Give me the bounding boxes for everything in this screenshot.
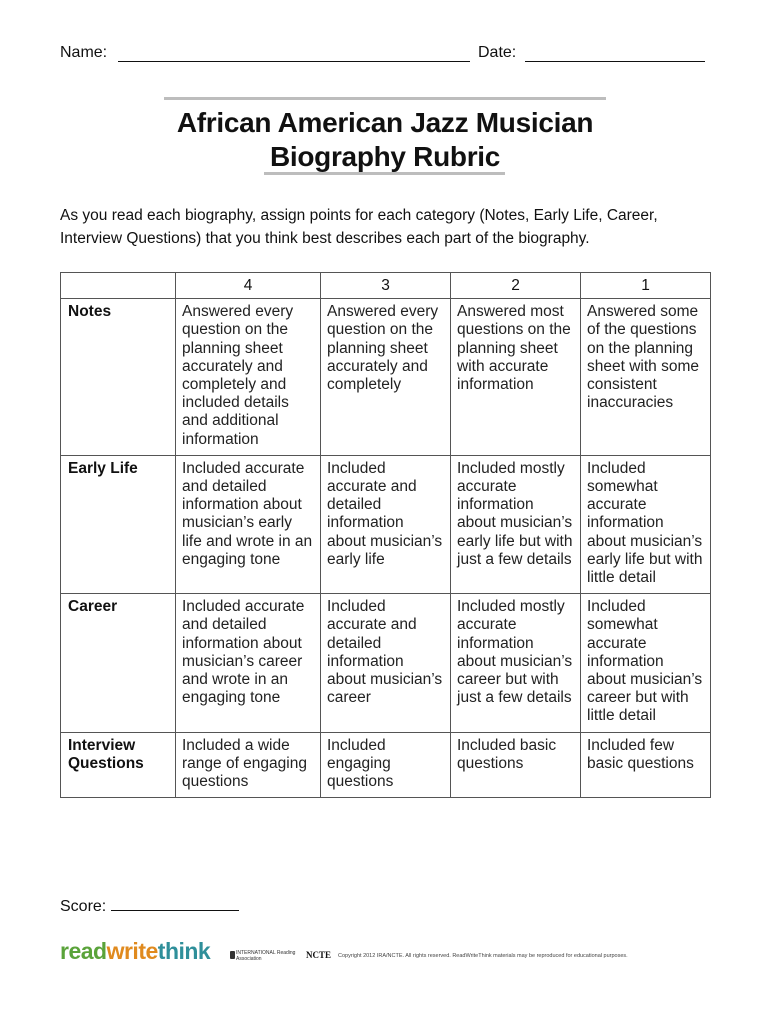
footer <box>60 938 710 968</box>
criteria-cell: Answered most questions on the planning sheet with accurate information <box>451 299 581 456</box>
table-row <box>61 455 711 593</box>
title-bottom-rule <box>264 172 505 175</box>
criteria-cell: Included accurate and detailed information about musician’s career <box>321 594 451 732</box>
criteria-cell: Included somewhat accurate information about musician’s early life but with little detail <box>581 455 711 593</box>
category-career: Career <box>61 594 176 732</box>
criteria-cell: Answered every question on the planning sheet accurately and completely and included details and additional information <box>176 299 321 456</box>
criteria-cell: Included accurate and detailed information about musician’s early life and wrote in an engaging tone <box>176 455 321 593</box>
score-header-1: 1 <box>581 273 711 299</box>
criteria-cell: Included accurate and detailed information about musician’s early life <box>321 455 451 593</box>
logo-write: write <box>106 938 158 964</box>
category-interview-questions: Interview Questions <box>61 732 176 798</box>
page-title <box>60 106 710 174</box>
criteria-cell: Included basic questions <box>451 732 581 798</box>
ira-logo-icon <box>230 951 235 959</box>
date-field-line <box>525 61 705 62</box>
title-line-1: African American Jazz Musician <box>176 107 594 138</box>
logo-think: think <box>157 938 211 964</box>
logo-read: read <box>60 938 107 964</box>
score-header-2: 2 <box>451 273 581 299</box>
title-top-rule <box>164 97 606 100</box>
score-header-3: 3 <box>321 273 451 299</box>
name-field-line <box>118 61 470 62</box>
score-header-4: 4 <box>176 273 321 299</box>
score-line <box>60 896 239 916</box>
copyright-text: Copyright 2012 IRA/NCTE. All rights reserved. ReadWriteThink materials may be reproduced for educational purposes. <box>338 953 628 959</box>
table-row <box>61 594 711 732</box>
criteria-cell: Included few basic questions <box>581 732 711 798</box>
category-notes: Notes <box>61 299 176 456</box>
category-early-life: Early Life <box>61 455 176 593</box>
table-row <box>61 299 711 456</box>
criteria-cell: Answered some of the questions on the planning sheet with some consistent inaccuracies <box>581 299 711 456</box>
ira-logo-text: INTERNATIONAL Reading Association <box>236 950 296 962</box>
date-label: Date: <box>478 44 517 61</box>
corner-cell <box>61 273 176 299</box>
criteria-cell: Included mostly accurate information about musician’s career but with just a few details <box>451 594 581 732</box>
rubric-table <box>60 272 711 798</box>
score-header-row <box>61 273 711 299</box>
name-label: Name: <box>60 44 108 61</box>
criteria-cell: Included mostly accurate information about musician’s early life but with just a few details <box>451 455 581 593</box>
score-field-line <box>111 896 239 911</box>
readwritethink-logo <box>60 938 210 965</box>
title-line-2: Biography Rubric <box>269 141 501 172</box>
criteria-cell: Answered every question on the planning sheet accurately and completely <box>321 299 451 456</box>
criteria-cell: Included a wide range of engaging questions <box>176 732 321 798</box>
criteria-cell: Included engaging questions <box>321 732 451 798</box>
criteria-cell: Included accurate and detailed information about musician’s career and wrote in an engaging tone <box>176 594 321 732</box>
name-date-line <box>60 44 710 66</box>
instructions-paragraph: As you read each biography, assign points for each category (Notes, Early Life, Career, Interview Questions) that you think best describes each part of the biography. <box>60 207 658 247</box>
ncte-logo: NCTE <box>306 950 332 960</box>
criteria-cell: Included somewhat accurate information about musician’s career but with little detail <box>581 594 711 732</box>
score-label: Score: <box>60 898 107 915</box>
table-row <box>61 732 711 798</box>
